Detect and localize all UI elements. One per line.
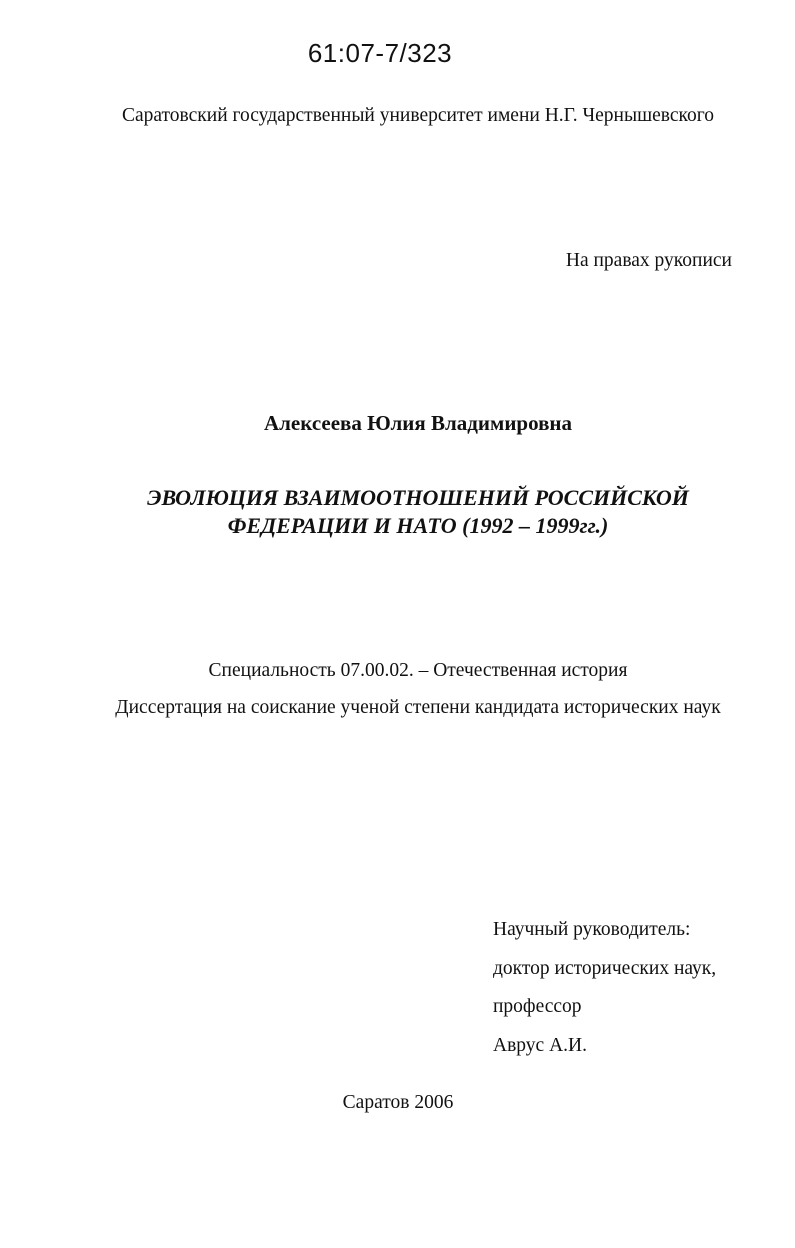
author-name: Алексеева Юлия Владимировна bbox=[263, 411, 573, 435]
dissertation-title bbox=[0, 484, 795, 540]
catalog-code: 61:07-7/323 bbox=[307, 38, 453, 68]
title-line-2: ФЕДЕРАЦИИ И НАТО (1992 – 1999гг.) bbox=[227, 513, 609, 538]
rights-note: На правах рукописи bbox=[565, 250, 732, 271]
supervisor-degree: доктор исторических наук, bbox=[493, 957, 717, 979]
supervisor-rank: профессор bbox=[493, 996, 582, 1017]
title-line-1: ЭВОЛЮЦИЯ ВЗАИМООТНОШЕНИЙ РОССИЙСКОЙ bbox=[147, 485, 689, 510]
supervisor-name: Аврус А.И. bbox=[493, 1034, 587, 1056]
dissertation-degree: Диссертация на соискание ученой степени кандидата исторических наук bbox=[115, 697, 721, 718]
specialty: Специальность 07.00.02. – Отечественная история bbox=[208, 660, 628, 681]
university-name: Саратовский государственный университет имени Н.Г. Чернышевского bbox=[121, 105, 715, 126]
supervisor-label: Научный руководитель: bbox=[493, 919, 691, 940]
supervisor-block bbox=[493, 911, 716, 1065]
city-year: Саратов 2006 bbox=[342, 1092, 454, 1113]
